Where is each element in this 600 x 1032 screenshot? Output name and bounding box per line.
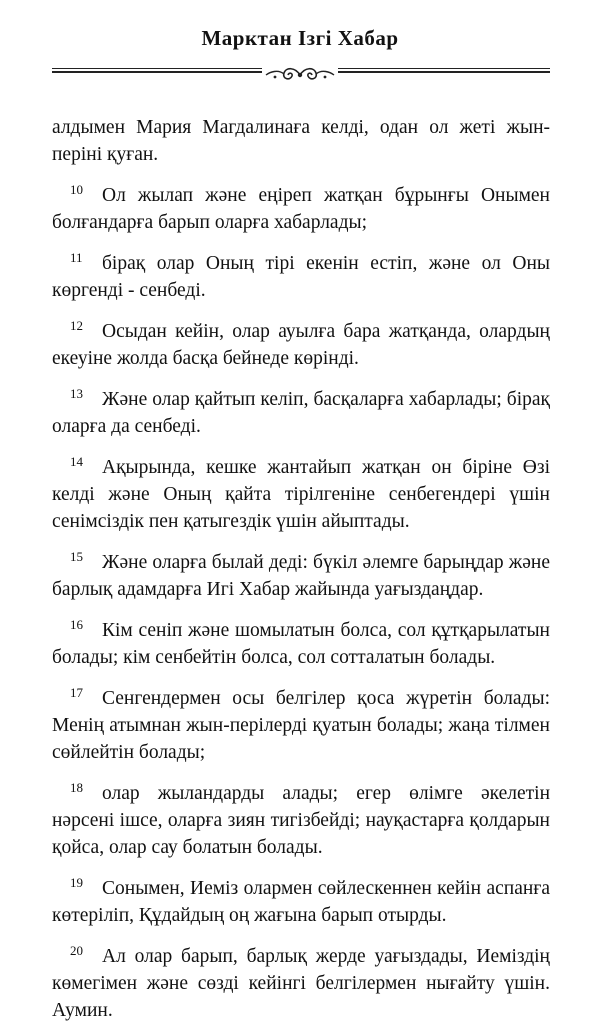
verse-number: 10 bbox=[70, 182, 83, 197]
verse-paragraph bbox=[52, 244, 550, 304]
verse-number: 14 bbox=[70, 454, 83, 469]
verse-paragraph bbox=[52, 380, 550, 440]
verse-number: 20 bbox=[70, 943, 83, 958]
verse-text: Кім сеніп және шомылатын болса, сол құтқарылатын болады; кім сенбейтін болса, сол сотталатын болады. bbox=[52, 620, 550, 668]
verse-paragraph bbox=[52, 679, 550, 766]
verse-paragraph bbox=[52, 774, 550, 861]
verse-paragraph bbox=[52, 611, 550, 671]
verse-paragraph bbox=[52, 312, 550, 372]
verse-text: Ол жылап және еңіреп жатқан бұрынғы Онымен болғандарға барып оларға хабарлады; bbox=[52, 185, 550, 233]
scripture-text bbox=[52, 114, 550, 1032]
verse-paragraph bbox=[52, 543, 550, 603]
verse-number: 18 bbox=[70, 780, 83, 795]
verse-paragraph bbox=[52, 937, 550, 1024]
verse-number: 13 bbox=[70, 386, 83, 401]
verse-text: Және олар қайтып келіп, басқаларға хабарлады; бірақ оларға да сенбеді. bbox=[52, 389, 550, 437]
verse-text: Ақырында, кешке жантайып жатқан он біріне Өзі келді және Оның қайта тірілгеніне сенбегендері үшін сенімсіздік пен қатыгездік үшін айыптады. bbox=[52, 457, 550, 532]
verse-number: 16 bbox=[70, 617, 83, 632]
verse-text: Сонымен, Иеміз олармен сөйлескеннен кейін аспанға көтеріліп, Құдайдың оң жағына барып отырды. bbox=[52, 878, 550, 926]
verse-paragraph bbox=[52, 176, 550, 236]
verse-number: 15 bbox=[70, 549, 83, 564]
running-header-title: Марктан Ізгі Хабар bbox=[201, 26, 399, 50]
verse-text: Ал олар барып, барлық жерде уағыздады, Иеміздің көмегімен және сөзді кейінгі белгілермен нығайту үшін. Аумин. bbox=[52, 946, 550, 1021]
verse-number: 17 bbox=[70, 685, 83, 700]
verse-number: 11 bbox=[70, 250, 83, 265]
verse-text: Және оларға былай деді: бүкіл әлемге барыңдар және барлық адамдарға Игі Хабар жайында уағыздаңдар. bbox=[52, 552, 550, 600]
verse-text: Осыдан кейін, олар ауылға бара жатқанда, олардың екеуіне жолда басқа бейнеде көрінді. bbox=[52, 321, 550, 369]
ornament-flourish-icon bbox=[262, 64, 338, 86]
verse-paragraph bbox=[52, 448, 550, 535]
verse-text: бірақ олар Оның тірі екенін естіп, және ол Оны көргенді - сенбеді. bbox=[52, 253, 550, 301]
verse-number: 12 bbox=[70, 318, 83, 333]
verse-text: олар жыландарды алады; егер өлімге әкелетін нәрсені ішсе, оларға зиян тигізбейді; науқастарға қолдарын қойса, олар сау болатын болады. bbox=[52, 783, 550, 858]
verse-text: Сенгендермен осы белгілер қоса жүретін болады: Менің атымнан жын-перілерді қуатын болады; жаңа тілмен сөйлейтін болады; bbox=[52, 688, 550, 763]
verse-list bbox=[52, 176, 550, 1024]
verse-paragraph bbox=[52, 869, 550, 929]
verse-number: 19 bbox=[70, 875, 83, 890]
intro-paragraph: алдымен Мария Магдалинаға келді, одан ол жеті жын-періні қуған. bbox=[52, 117, 550, 165]
